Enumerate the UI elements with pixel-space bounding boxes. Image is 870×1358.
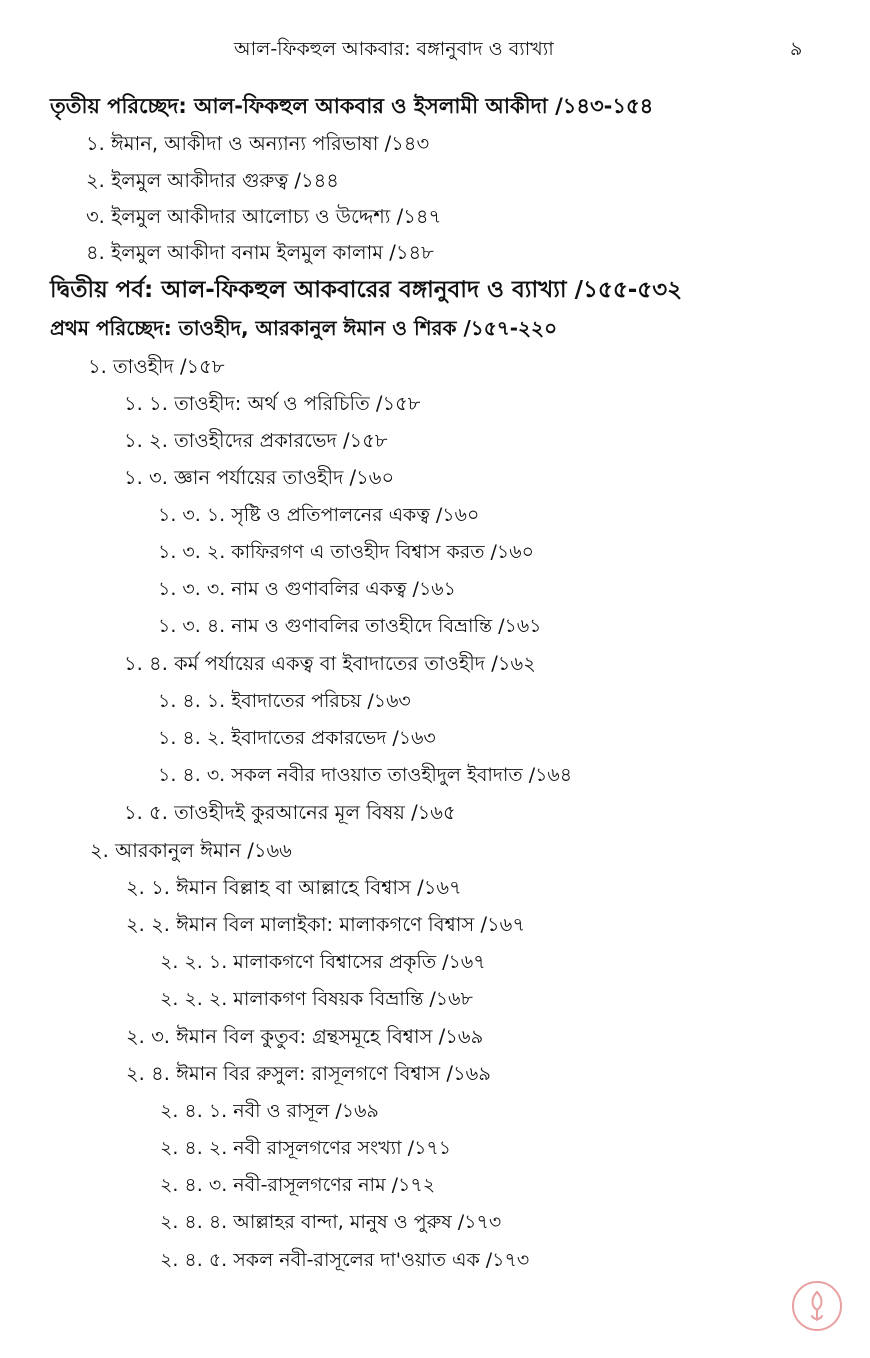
toc-entry: ১. ঈমান, আকীদা ও অন্যান্য পরিভাষা /১৪৩: [86, 132, 430, 155]
toc-entry: ২. ৪. ৫. সকল নবী-রাসূলের দা'ওয়াত এক /১৭৩: [160, 1249, 530, 1271]
toc-entry: ১. ৪. কর্ম পর্যায়ের একত্ব বা ইবাদাতের তাওহীদ /১৬২: [124, 652, 536, 675]
toc-entry: ২. ১. ঈমান বিল্লাহ বা আল্লাহে বিশ্বাস /১৬৭: [126, 876, 462, 899]
toc-entry: ২. ২. ২. মালাকগণ বিষয়ক বিভ্রান্তি /১৬৮: [160, 988, 473, 1010]
page-number: ৯: [790, 38, 803, 60]
toc-entry: ১. ৩. ১. সৃষ্টি ও প্রতিপালনের একত্ব /১৬০: [158, 504, 480, 526]
chapter-heading: প্রথম পরিচ্ছেদ: তাওহীদ, আরকানুল ঈমান ও শিরক /১৫৭-২২০: [50, 316, 558, 340]
toc-entry: ২. আরকানুল ঈমান /১৬৬: [90, 839, 292, 862]
toc-entry: ২. ২. ঈমান বিল মালাইকা: মালাকগণে বিশ্বাস /১৬৭: [126, 913, 526, 936]
toc-entry: ৩. ইলমুল আকীদার আলোচ্য ও উদ্দেশ্য /১৪৭: [86, 205, 442, 228]
toc-entry: ১. ৩. ২. কাফিরগণ এ তাওহীদ বিশ্বাস করত /১৬০: [158, 541, 534, 563]
toc-entry: ২. ৩. ঈমান বিল কুতুব: গ্রন্থসমূহে বিশ্বাস /১৬৯: [126, 1025, 484, 1048]
toc-entry: ১. ৫. তাওহীদই কুরআনের মূল বিষয় /১৬৫: [124, 801, 456, 824]
toc-entry: ১. ৩. ৩. নাম ও গুণাবলির একত্ব /১৬১: [158, 578, 456, 600]
toc-entry: ১. ৩. ৪. নাম ও গুণাবলির তাওহীদে বিভ্রান্তি /১৬১: [158, 615, 542, 637]
toc-entry: ১. ৪. ২. ইবাদাতের প্রকারভেদ /১৬৩: [158, 727, 436, 749]
toc-entry: ২. ৪. ৩. নবী-রাসূলগণের নাম /১৭২: [160, 1174, 436, 1196]
chapter-heading: তৃতীয় পরিচ্ছেদ: আল-ফিকহুল আকবার ও ইসলামী আকীদা /১৪৩-১৫৪: [50, 94, 654, 118]
toc-entry: ১. ৩. জ্ঞান পর্যায়ের তাওহীদ /১৬০: [124, 466, 395, 489]
toc-entry: ২. ৪. ১. নবী ও রাসূল /১৬৯: [160, 1100, 379, 1122]
toc-entry: ১. তাওহীদ /১৫৮: [88, 355, 225, 378]
running-header: আল-ফিকহুল আকবার: বঙ্গানুবাদ ও ব্যাখ্যা: [234, 38, 554, 60]
toc-entry: ২. ৪. ৪. আল্লাহর বান্দা, মানুষ ও পুরুষ /১৭৩: [160, 1211, 502, 1233]
toc-entry: ৪. ইলমুল আকীদা বনাম ইলমুল কালাম /১৪৮: [86, 241, 434, 264]
toc-entry: ১. ৪. ১. ইবাদাতের পরিচয় /১৬৩: [158, 690, 411, 712]
toc-entry: ২. ২. ১. মালাকগণে বিশ্বাসের প্রকৃতি /১৬৭: [160, 951, 486, 973]
toc-entry: ২. ৪. ২. নবী রাসূলগণের সংখ্যা /১৭১: [160, 1137, 452, 1159]
toc-entry: ১. ১. তাওহীদ: অর্থ ও পরিচিতি /১৫৮: [124, 392, 421, 415]
publisher-seal-icon: [790, 1279, 844, 1333]
toc-entry: ১. ২. তাওহীদের প্রকারভেদ /১৫৮: [124, 429, 388, 452]
toc-entry: ২. ৪. ঈমান বির রুসুল: রাসূলগণে বিশ্বাস /১৬৯: [126, 1062, 491, 1085]
toc-entry: ১. ৪. ৩. সকল নবীর দাওয়াত তাওহীদুল ইবাদাত /১৬৪: [158, 764, 573, 786]
toc-entry: ২. ইলমুল আকীদার গুরুত্ব /১৪৪: [86, 169, 339, 192]
part-heading: দ্বিতীয় পর্ব: আল-ফিকহুল আকবারের বঙ্গানুবাদ ও ব্যাখ্যা /১৫৫-৫৩২: [50, 277, 683, 303]
